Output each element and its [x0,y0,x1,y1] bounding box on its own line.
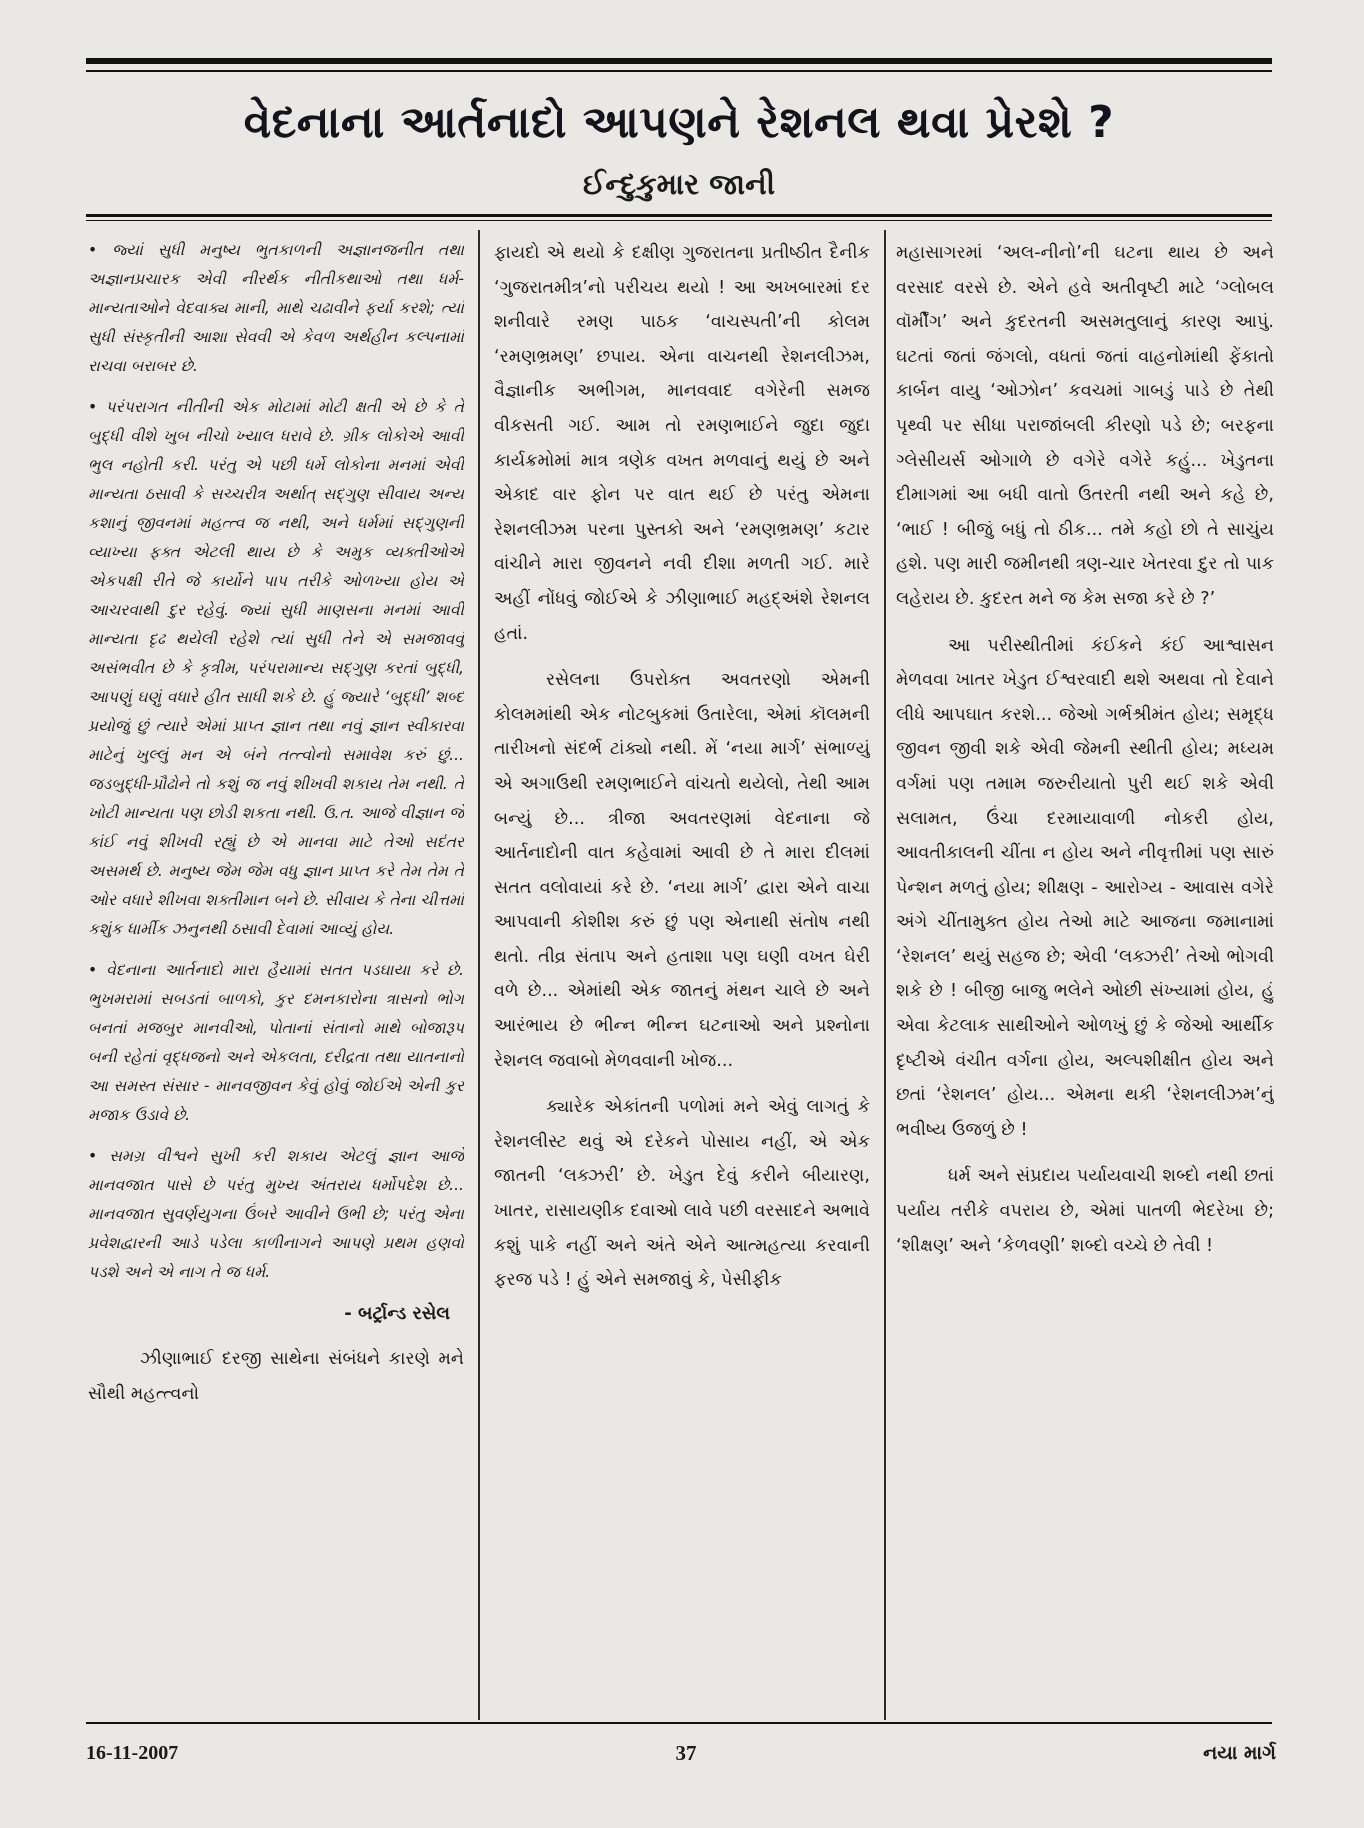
russell-quote: • સમગ્ર વીશ્વને સુખી કરી શકાય એટલું જ્ઞાન આજે માનવજાત પાસે છે પરંતુ મુખ્ય અંતરાય ધર્મોપદેશ છે... માનવજાત સુવર્ણયુગના ઉંબરે આવીને ઉભી છે; પરંતુ એના પ્રવેશદ્વારની આડે પડેલા કાળીનાગને આપણે પ્રથમ હણવો પડશે અને એ નાગ તે જ ધર્મ. [88,1147,464,1281]
quote-attribution: - બર્ટ્રાન્ડ રસેલ [344,1303,450,1324]
russell-quote: • પરંપરાગત નીતીની એક મોટામાં મોટી ક્ષતી એ છે કે તે બુદ્ધી વીશે ખુબ નીચો ખ્યાલ ધરાવે છે. ગ્રીક લોકોએ આવી ભુલ નહોતી કરી. પરંતુ એ પછી ધર્મે લોકોના મનમાં એવી માન્યતા ઠસાવી કે સચ્ચરીત્ર અર્થાત્ સદ્ગુણ સીવાય અન્ય કશાનું જીવનમાં મહત્ત્વ જ નથી, અને ધર્મમાં સદ્ગુણની વ્યાખ્યા ફક્ત એટલી થાય છે કે અમુક વ્યક્તીઓએ એકપક્ષી રીતે જે કાર્યોને પાપ તરીકે ઓળખ્યા હોય એ આચરવાથી દુર રહેવું. જ્યાં સુધી માણસના મનમાં આવી માન્યતા દૃઢ થયેલી રહેશે ત્યાં સુધી તેને એ સમજાવવું અસંભવીત છે કે કૃત્રીમ, પરંપરામાન્ય સદ્ગુણ કરતાં બુદ્ધી, આપણું ઘણું વધારે હીત સાધી શકે છે. હું જ્યારે ‘બુદ્ધી’ શબ્દ પ્રયોજું છું ત્યારે એમાં પ્રાપ્ત જ્ઞાન તથા નવું જ્ઞાન સ્વીકારવા માટેનું ખુલ્લું મન એ બંને તત્ત્વોનો સમાવેશ કરું છું... જડબુદ્ધી-પ્રૌઢોને તો કશું જ નવું શીખવી શકાય તેમ નથી. તે ખોટી માન્યતા પણ છોડી શકતા નથી. ઉ.ત. આજે વીજ્ઞાન જે કાંઈ નવું શીખવી રહ્યું છે એ માનવા માટે તેઓ સદંતર અસમર્થ છે. મનુષ્ય જેમ જેમ વધુ જ્ઞાન પ્રાપ્ત કરે તેમ તેમ તે ઓર વધારે શીખવા શક્તીમાન બને છે. સીવાય કે તેના ચીત્તમાં કશુંક ધાર્મીક ઝનુનથી ઠસાવી દેવામાં આવ્યું હોય. [88,398,464,938]
page-number: 37 [675,1741,697,1765]
article-author: ઈન્દુકુમાર જાની [582,167,775,201]
column-one [88,236,464,1716]
russell-quote: • જ્યાં સુધી મનુષ્ય ભુતકાળની અજ્ઞાનજનીત તથા અજ્ઞાનપ્રચારક એવી નીરર્થક નીતીકથાઓ તથા ધર્મ-માન્યતાઓને વેદવાક્ય માની, માથે ચઢાવીને ફર્યા કરશે; ત્યાં સુધી સંસ્કૃતીની આશા સેવવી એ કેવળ અર્થહીન કલ્પનામાં રાચવા બરાબર છે. [88,241,464,375]
body-paragraph: મહાસાગરમાં ‘અલ-નીનો’ની ઘટના થાય છે અને વરસાદ વરસે છે. એને હવે અતીવૃષ્ટી માટે ‘ગ્લોબલ વૉર્મીંગ’ અને કુદરતની અસમતુલાનું કારણ આપું. ઘટતાં જતાં જંગલો, વધતાં જતાં વાહનોમાંથી ફેંકાતો કાર્બન વાયુ ‘ઓઝોન’ કવચમાં ગાબડું પાડે છે તેથી પૃથ્વી પર સીધા પરાજાંબલી કીરણો પડે છે; બરફના ગ્લેસીયર્સ ઓગાળે છે વગેરે વગેરે કહું... ખેડુતના દીમાગમાં આ બધી વાતો ઉતરતી નથી અને કહે છે, ‘ભાઈ ! બીજું બધું તો ઠીક... તમે કહો છો તે સાચુંય હશે. પણ મારી જમીનથી ત્રણ-ચાર ખેતરવા દુર તો પાક લહેરાય છે. કુદરત મને જ કેમ સજા કરે છે ?’ [896,243,1274,609]
body-paragraph: ફાયદો એ થયો કે દક્ષીણ ગુજરાતના પ્રતીષ્ઠીત દૈનીક ‘ગુજરાતમીત્ર’નો પરીચય થયો ! આ અખબારમાં દર શનીવારે રમણ પાઠક ‘વાચસ્પતી’ની કોલમ ‘રમણભ્રમણ’ છપાય. એના વાચનથી રેશનલીઝમ, વૈજ્ઞાનીક અભીગમ, માનવવાદ વગેરેની સમજ વીકસતી ગઈ. આમ તો રમણભાઈને જુદા જુદા કાર્યક્રમોમાં માત્ર ત્રણેક વખત મળવાનું થયું છે અને એકાદ વાર ફોન પર વાત થઈ છે પરંતુ એમના રેશનલીઝમ પરના પુસ્તકો અને ‘રમણભ્રમણ’ કટાર વાંચીને મારા જીવનને નવી દીશા મળતી ગઈ. મારે અહીં નોંધવું જોઈએ કે ઝીણાભાઈ મહદ્અંશે રેશનલ હતાં. [494,243,870,644]
column-three [896,236,1274,1716]
russell-quote: • વેદનાના આર્તનાદો મારા હૈયામાં સતત પડઘાયા કરે છે. ભુખમરામાં સબડતાં બાળકો, કુર દમનકારોના ત્રાસનો ભોગ બનતાં મજબુર માનવીઓ, પોતાનાં સંતાનો માથે બોજારૂપ બની રહેતાં વૃદ્ધજનો અને એકલતા, દરીદ્રતા તથા યાતનાનો આ સમસ્ત સંસાર - માનવજીવન કેવું હોવું જોઈએ એની કુર મજાક ઉડાવે છે. [88,961,464,1124]
body-paragraph: આ પરીસ્થીતીમાં કંઈકને કંઈ આશ્વાસન મેળવવા ખાતર ખેડુત ઈશ્વરવાદી થશે અથવા તો દેવાને લીધે આપઘાત કરશે... જેઓ ગર્ભશ્રીમંત હોય; સમૃદ્ધ જીવન જીવી શકે એવી જેમની સ્થીતી હોય; મધ્યમ વર્ગમાં પણ તમામ જરુરીયાતો પુરી થઈ શકે એવી સલામત, ઉંચા દરમાયાવાળી નોકરી હોય, આવતીકાલની ચીંતા ન હોય અને નીવૃત્તીમાં પણ સારું પેન્શન મળતું હોય; શીક્ષણ - આરોગ્ય - આવાસ વગેરે અંગે ચીંતામુક્ત હોય તેઓ માટે આજના જમાનામાં ‘રેશનલ’ થયું સહજ છે; એવી ‘લક્ઝરી’ તેઓ ભોગવી શકે છે ! બીજી બાજુ ભલેને ઓછી સંખ્યામાં હોય, હું એવા કેટલાક સાથીઓને ઓળખું છું કે જેઓ આર્થીક દૃષ્ટીએ વંચીત વર્ગના હોય, અલ્પશીક્ષીત હોય અને છતાં ‘રેશનલ’ હોય... એમના થકી ‘રેશનલીઝમ’નું ભવીષ્ય ઉજળું છે ! [896,635,1274,1140]
header-rule-thick [86,214,1272,217]
publication-name: નયા માર્ગ [1203,1742,1276,1764]
body-paragraph: ક્યારેક એકાંતની પળોમાં મને એવું લાગતું કે રેશનલીસ્ટ થવું એ દરેકને પોસાય નહીં, એ એક જાતની ‘લક્ઝરી’ છે. ખેડુત દેવું કરીને બીયારણ, ખાતર, રાસાયણીક દવાઓ લાવે પછી વરસાદને અભાવે કશું પાકે નહીં અને અંતે એને આત્મહત્યા કરવાની ફરજ પડે ! હું એને સમજાવું કે, પેસીફીક [494,1097,870,1291]
column-divider-2 [884,230,886,1720]
header-rule-thin [86,220,1272,221]
body-paragraph: રસેલના ઉપરોક્ત અવતરણો એમની કોલમમાંથી એક નોટબુકમાં ઉતારેલા, એમાં કૉલમની તારીખનો સંદર્ભ ટાંક્યો નથી. મેં ‘નયા માર્ગ’ સંભાળ્યું એ અગાઉથી રમણભાઈને વાંચતો થયેલો, તેથી આમ બન્યું છે... ત્રીજા અવતરણમાં વેદનાના જે આર્તનાદોની વાત કહેવામાં આવી છે તે મારા દીલમાં સતત વલોવાયાં કરે છે. ‘નયા માર્ગ’ દ્વારા એને વાચા આપવાની કોશીશ કરું છું પણ એનાથી સંતોષ નથી થતો. તીવ્ર સંતાપ અને હતાશા પણ ઘણી વખત ઘેરી વળે છે... એમાંથી એક જાતનું મંથન ચાલે છે અને આરંભાય છે ભીન્ન ભીન્ન ઘટનાઓ અને પ્રશ્નોના રેશનલ જવાબો મેળવવાની ખોજ... [494,670,870,1071]
column-two [494,236,870,1716]
body-paragraph: ધર્મ અને સંપ્રદાય પર્યાયવાચી શબ્દો નથી છતાં પર્યાય તરીકે વપરાય છે, એમાં પાતળી ભેદરેખા છે; ‘શીક્ષણ’ અને ‘કેળવણી’ શબ્દો વચ્ચે છે તેવી ! [896,1166,1274,1256]
article-title: વેદનાના આર્તનાદો આપણને રેશનલ થવા પ્રેરશે ? [243,97,1115,148]
footer-date: 16-11-2007 [86,1742,179,1764]
top-rule-thick [86,58,1272,64]
top-rule-thin [86,70,1272,72]
footer-rule [86,1722,1272,1724]
column-divider-1 [478,230,480,1720]
body-paragraph: ઝીણાભાઈ દરજી સાથેના સંબંધને કારણે મને સૌથી મહત્ત્વનો [88,1349,464,1404]
